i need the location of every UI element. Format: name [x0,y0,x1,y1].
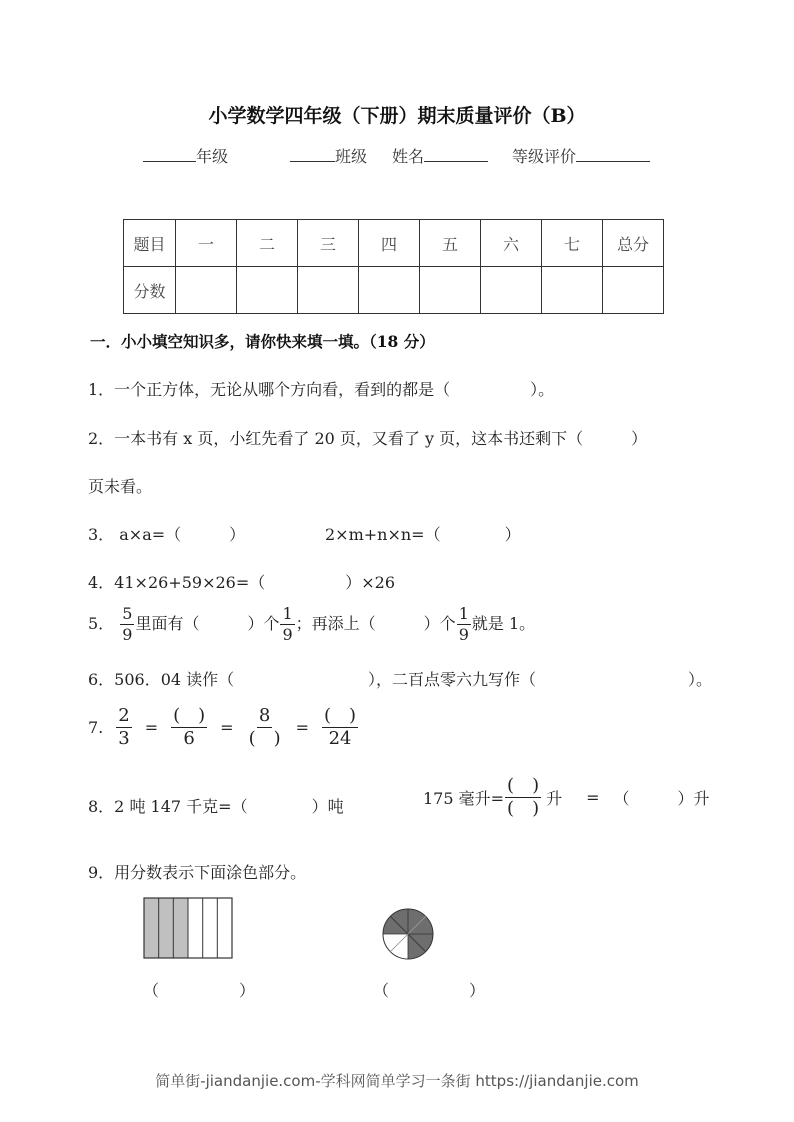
rating-field [512,144,650,167]
score-cell[interactable] [359,267,420,314]
rating-label: 等级评价 [512,147,577,166]
column-header: 一 [176,220,237,267]
column-header: 五 [420,220,481,267]
column-header: 总分 [603,220,664,267]
fraction: $\frac{5}{9}$ [122,604,133,644]
class-label: 班级 [335,147,368,166]
page-title: 小学数学四年级（下册）期末质量评价（B） [208,105,586,127]
column-header: 七 [542,220,603,267]
question-2-line-2: 页未看。 [88,477,153,496]
fraction: $\frac{1}{9}$ [282,604,293,644]
score-cell[interactable] [603,267,664,314]
grade-label: 年级 [196,147,229,166]
fraction: $\frac{2}{3}$ [118,705,130,749]
question-1: 1．一个正方体，无论从哪个方向看，看到的都是（ ）。 [88,380,555,399]
score-table-score-row [124,267,664,314]
score-table-header-row [124,220,664,267]
shaded-pie-figure [380,906,436,962]
section-1-heading: 一．小小填空知识多，请你快来填一填。（18 分） [90,332,435,351]
score-table [123,219,664,314]
score-cell[interactable] [542,267,603,314]
score-cell[interactable] [237,267,298,314]
question-8b: 175 毫升= $\frac{( )}{( )}$ 升 = （ ）升 [423,775,710,819]
column-header: 四 [359,220,420,267]
question-8a: 8．2 吨 147 千克=（ ）吨 [88,797,344,816]
fraction: $\frac{( )}{6}$ [173,705,206,749]
rating-blank[interactable] [576,145,650,162]
grade-field [143,144,228,167]
name-blank[interactable] [424,145,488,162]
shaded-rectangle-figure [143,897,235,960]
q9-answer-left[interactable]: （ ） [143,981,256,1000]
class-blank[interactable] [290,145,335,162]
question-6c: ）。 [688,670,713,689]
row-header-items: 题目 [124,220,176,267]
q9-answer-right[interactable]: （ ） [373,981,486,1000]
column-header: 六 [481,220,542,267]
column-header: 三 [298,220,359,267]
class-field [290,144,367,167]
score-cell[interactable] [420,267,481,314]
question-6b: ），二百点零六九写作（ [368,670,537,689]
question-9: 9．用分数表示下面涂色部分。 [88,863,307,882]
score-cell[interactable] [298,267,359,314]
question-4: 4．41×26+59×26=（ ）×26 [88,573,396,592]
grade-blank[interactable] [143,145,196,162]
equals-sign: = [220,718,234,737]
score-cell[interactable] [481,267,542,314]
name-label: 姓名 [392,147,425,166]
question-6a: 6．506．04 读作（ [88,670,235,689]
fraction: $\frac{( )}{( )}$ [507,775,540,819]
name-field [392,144,488,167]
question-3a: 3． a×a=（ ） [88,525,246,544]
question-3b: 2×m+n×n=（ ） [325,525,521,544]
question-2-line-1: 2．一本书有 x 页，小红先看了 20 页，又看了 y 页，这本书还剩下（ ） [88,429,648,448]
fraction: $\frac{1}{9}$ [458,604,469,644]
score-cell[interactable] [176,267,237,314]
q5-number: 5． [88,614,115,633]
row-header-scores: 分数 [124,267,176,314]
question-5: 5． $\frac{5}{9}$ 里面有（ ）个 $\frac{1}{9}$ ；再添上（ ）个 $\frac{1}{9}$ 就是 1。 [88,604,536,644]
equals-sign: = [295,718,310,737]
q7-number: 7. [88,718,104,737]
fraction: $\frac{( )}{24}$ [324,705,357,749]
footer-watermark: 简单街-jiandanjie.com-学科网简单学习一条街 https://jiandanjie.com [155,1072,639,1090]
column-header: 二 [237,220,298,267]
equals-sign: = [144,718,159,737]
fraction: $\frac{8}{( )}$ [248,705,281,749]
question-7 [88,707,359,748]
